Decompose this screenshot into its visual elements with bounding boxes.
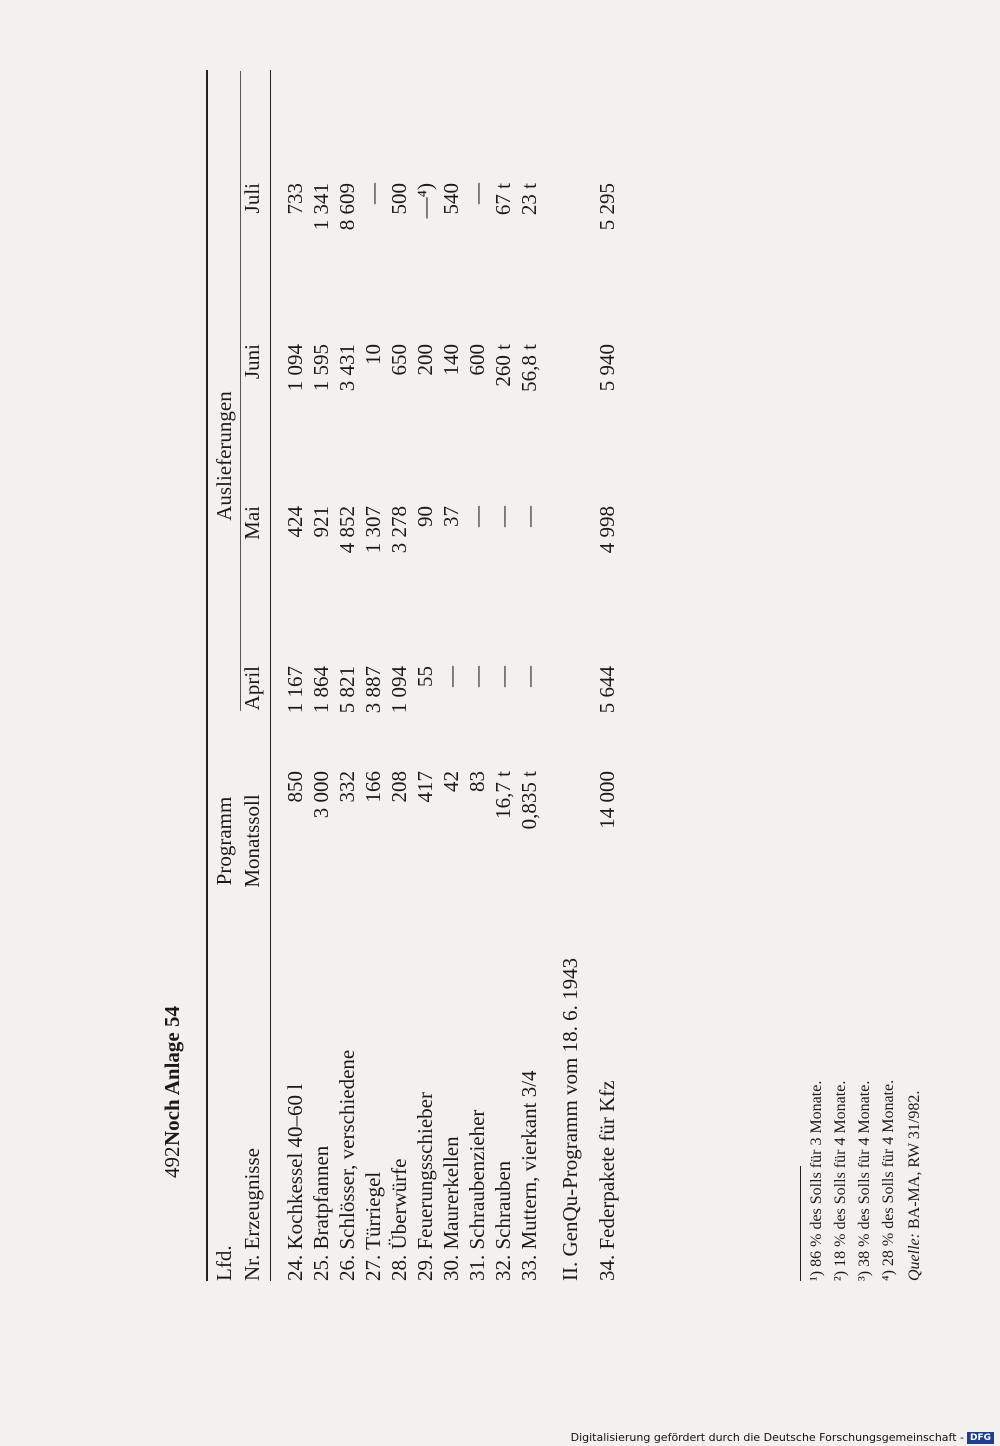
cell-mai: — bbox=[491, 506, 515, 527]
cell-april: 1 167 bbox=[283, 666, 307, 714]
cell-mai: 921 bbox=[309, 506, 333, 538]
cell-juli: 1 341 bbox=[309, 183, 333, 231]
row-label: 28. Überwürfe bbox=[387, 1158, 411, 1281]
source-line bbox=[906, 1091, 924, 1281]
cell-mai: 1 307 bbox=[361, 506, 385, 554]
cell-juli: —⁴) bbox=[413, 183, 437, 219]
cell-april: — bbox=[517, 666, 541, 687]
cell-juni: 3 431 bbox=[335, 344, 359, 392]
cell-mai: 4 998 bbox=[595, 506, 619, 554]
cell-juli: 8 609 bbox=[335, 183, 359, 231]
page-number: 492 bbox=[160, 1146, 184, 1178]
row-label: 27. Türriegel bbox=[361, 1171, 385, 1281]
cell-mai: 37 bbox=[439, 506, 463, 527]
cell-april: 5 821 bbox=[335, 666, 359, 714]
table-header-rule bbox=[270, 70, 271, 1281]
cell-april: 1 864 bbox=[309, 666, 333, 714]
cell-juni: 200 bbox=[413, 344, 437, 376]
cell-juli: — bbox=[465, 183, 489, 204]
cell-april: — bbox=[439, 666, 463, 687]
cell-juni: 10 bbox=[361, 344, 385, 365]
source-label: Quelle: bbox=[906, 1233, 923, 1281]
header-juni: Juni bbox=[240, 344, 264, 380]
header-mai: Mai bbox=[240, 506, 264, 540]
cell-soll: 14 000 bbox=[595, 771, 619, 829]
cell-juli: 500 bbox=[387, 183, 411, 215]
cell-juni: 56,8 t bbox=[517, 344, 541, 392]
cell-juli: — bbox=[361, 183, 385, 204]
cell-soll: 417 bbox=[413, 771, 437, 803]
dfg-logo: DFG bbox=[967, 1432, 994, 1444]
cell-mai: 3 278 bbox=[387, 506, 411, 554]
digitization-text: Digitalisierung gefördert durch die Deutsche Forschungsgemeinschaft - bbox=[570, 1431, 964, 1444]
cell-juni: 650 bbox=[387, 344, 411, 376]
cell-april: 3 887 bbox=[361, 666, 385, 714]
cell-juli: 67 t bbox=[491, 183, 515, 216]
cell-soll: 850 bbox=[283, 771, 307, 803]
cell-soll: 83 bbox=[465, 771, 489, 792]
page-heading: Noch Anlage 54 bbox=[160, 1005, 184, 1146]
cell-mai: 90 bbox=[413, 506, 437, 527]
cell-juni: 140 bbox=[439, 344, 463, 376]
table-top-rule bbox=[206, 70, 208, 1281]
digitization-note bbox=[571, 1431, 994, 1444]
row-label: 30. Maurerkellen bbox=[439, 1136, 463, 1281]
cell-soll: 0,835 t bbox=[517, 771, 541, 830]
cell-juni: 1 595 bbox=[309, 344, 333, 392]
cell-mai: — bbox=[517, 506, 541, 527]
cell-april: — bbox=[465, 666, 489, 687]
cell-soll: 166 bbox=[361, 771, 385, 803]
cell-juli: 733 bbox=[283, 183, 307, 215]
cell-juli: 5 295 bbox=[595, 183, 619, 231]
cell-mai: — bbox=[465, 506, 489, 527]
header-juli: Juli bbox=[240, 183, 264, 214]
cell-april: — bbox=[491, 666, 515, 687]
row-label: 26. Schlösser, verschiedene bbox=[335, 1049, 359, 1281]
footnote: ²) 18 % des Solls für 4 Monate. bbox=[832, 1080, 849, 1281]
cell-juni: 260 t bbox=[491, 344, 515, 387]
header-april: April bbox=[240, 666, 264, 711]
cell-soll: 208 bbox=[387, 771, 411, 803]
footnote: ⁴) 28 % des Solls für 4 Monate. bbox=[880, 1079, 897, 1281]
section-ii-heading: II. GenQu-Programm vom 18. 6. 1943 bbox=[558, 957, 582, 1281]
cell-april: 1 094 bbox=[387, 666, 411, 714]
cell-soll: 332 bbox=[335, 771, 359, 803]
header-lfd: Lfd. bbox=[212, 1245, 236, 1281]
row-label: 24. Kochkessel 40–60 l bbox=[283, 1083, 307, 1281]
row-label: 34. Federpakete für Kfz bbox=[595, 1080, 619, 1281]
cell-juli: 23 t bbox=[517, 183, 541, 216]
cell-juni: 1 094 bbox=[283, 344, 307, 392]
row-label: 25. Bratpfannen bbox=[309, 1145, 333, 1281]
header-nr-erzeugnisse: Nr. Erzeugnisse bbox=[240, 1148, 264, 1281]
row-label: 31. Schraubenzieher bbox=[465, 1109, 489, 1281]
footnote-rule bbox=[800, 1166, 801, 1281]
row-label: 33. Muttern, vierkant 3/4 bbox=[517, 1070, 541, 1281]
cell-soll: 16,7 t bbox=[491, 771, 515, 819]
cell-soll: 42 bbox=[439, 771, 463, 792]
cell-april: 55 bbox=[413, 666, 437, 687]
cell-juni: 600 bbox=[465, 344, 489, 376]
cell-soll: 3 000 bbox=[309, 771, 333, 819]
footnote: ³) 38 % des Solls für 4 Monate. bbox=[856, 1080, 873, 1281]
header-monatssoll: Monatssoll bbox=[240, 794, 264, 888]
footnote: ¹) 86 % des Solls für 3 Monate. bbox=[808, 1080, 825, 1281]
cell-april: 5 644 bbox=[595, 666, 619, 714]
row-label: 32. Schrauben bbox=[491, 1160, 515, 1281]
cell-juli: 540 bbox=[439, 183, 463, 215]
cell-mai: 424 bbox=[283, 506, 307, 538]
header-programm: Programm bbox=[212, 796, 236, 886]
cell-mai: 4 852 bbox=[335, 506, 359, 554]
row-label: 29. Feuerungsschieber bbox=[413, 1092, 437, 1281]
header-auslieferungen: Auslieferungen bbox=[212, 391, 236, 521]
source-text: BA-MA, RW 31/982. bbox=[906, 1090, 923, 1234]
cell-juni: 5 940 bbox=[595, 344, 619, 392]
